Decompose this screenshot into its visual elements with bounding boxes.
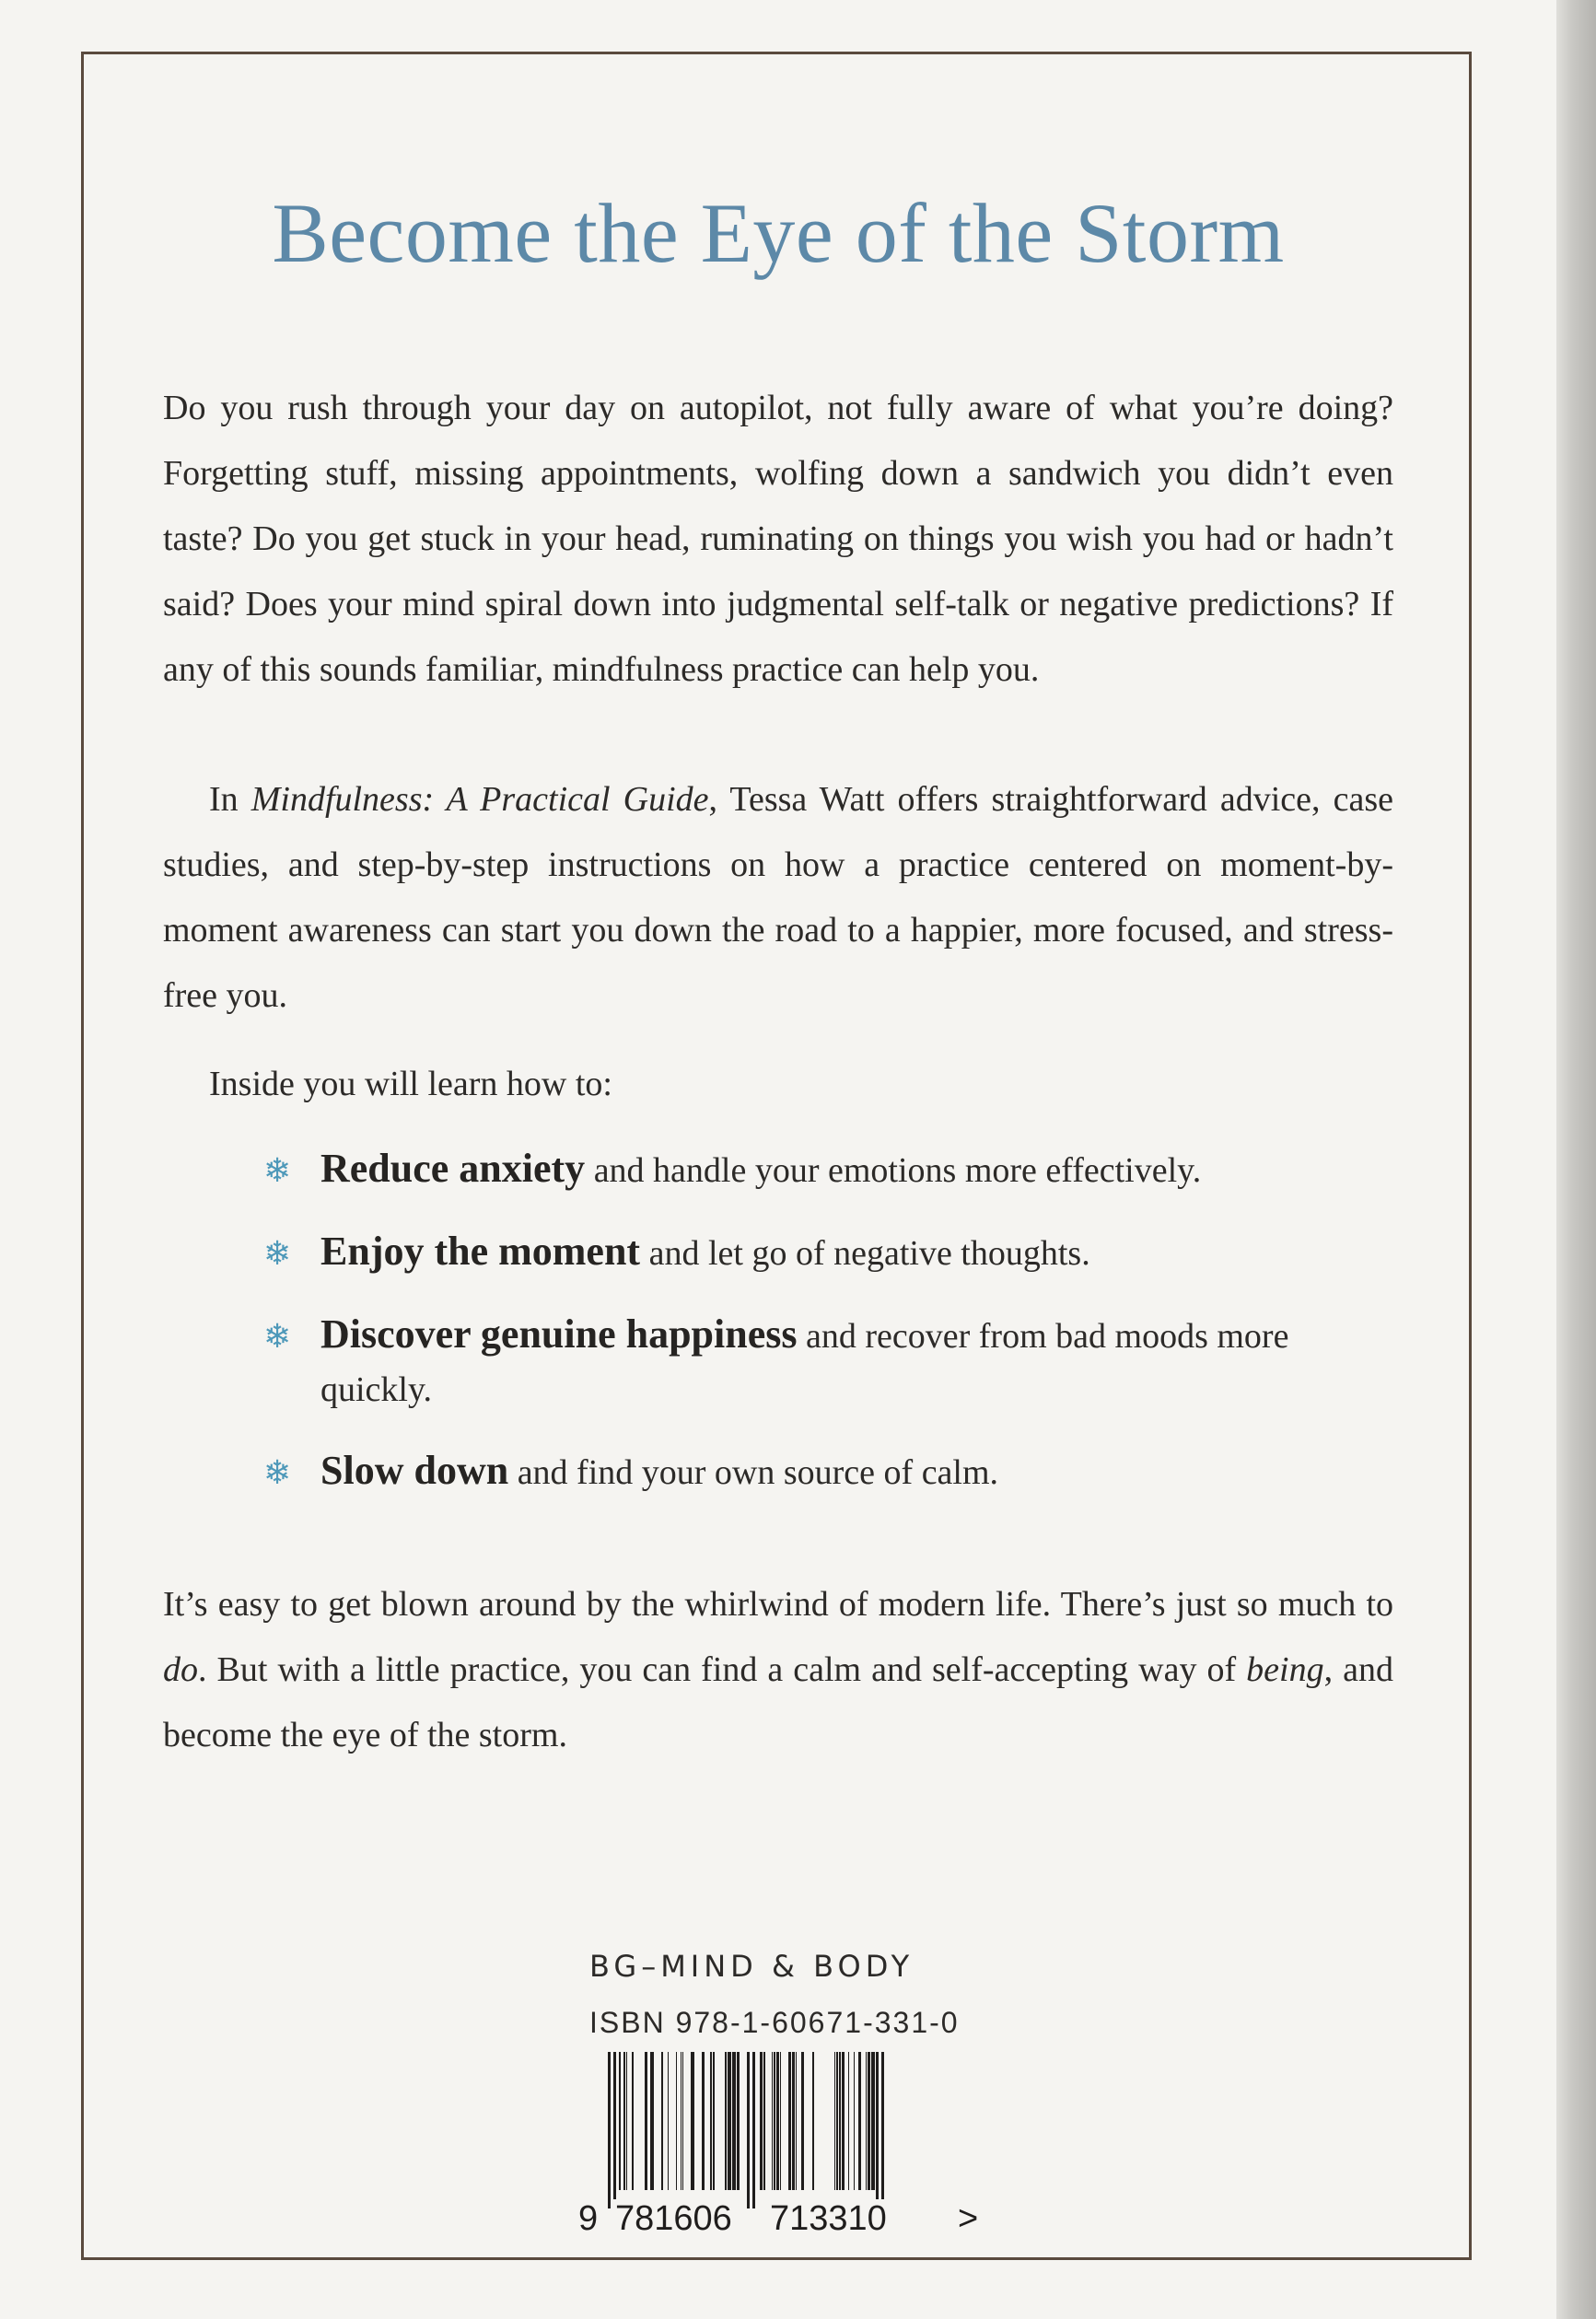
barcode-bar <box>842 2052 845 2190</box>
paragraph-rest: , Tessa Watt offers straightforward advice, case studies, and step-by-step instructions on how a practice centered on moment-by-moment awareness can start you down the road to a happier, more focused, and stress-free you. <box>163 780 1393 1015</box>
barcode-arrow: > <box>954 2199 982 2239</box>
barcode-bar <box>608 2052 611 2208</box>
bullet-bold: Reduce anxiety <box>320 1146 586 1191</box>
snowflake-icon: ❄ <box>263 1318 292 1355</box>
bullet-text: and recover from bad moods more quickly. <box>320 1317 1289 1409</box>
barcode-bars <box>575 2052 998 2208</box>
spine-edge <box>1556 0 1596 2319</box>
intro-paragraph: Do you rush through your day on autopilot, not fully aware of what you’re doing? Forgetting stuff, missing appointments, wolfing down a sandwich you didn’t even taste? Do you get stuck in your head, ruminating on things you wish you had or hadn’t said? Does your mind spiral down into judgmental self-talk or negative predictions? If any of this sounds familiar, mindfulness practice can help you. <box>163 389 1393 689</box>
list-item <box>263 1142 1369 1197</box>
barcode-bar <box>613 2052 616 2208</box>
barcode-bar <box>774 2052 775 2190</box>
category-label: BG–MIND & BODY <box>589 1949 914 1984</box>
barcode-bar <box>728 2052 731 2190</box>
barcode-bar <box>858 2052 861 2190</box>
barcode <box>575 2052 998 2236</box>
bullet-bold: Slow down <box>320 1448 509 1493</box>
isbn-label: ISBN 978-1-60671-331-0 <box>589 2006 960 2039</box>
barcode-bar <box>792 2052 795 2190</box>
barcode-bar <box>836 2052 838 2190</box>
bullet-text: and handle your emotions more effectively. <box>585 1151 1202 1190</box>
snowflake-icon: ❄ <box>263 1454 292 1491</box>
barcode-bar <box>760 2052 763 2190</box>
barcode-bar <box>839 2052 841 2190</box>
bullet-text: and find your own source of calm. <box>508 1453 999 1492</box>
barcode-bar <box>668 2052 669 2190</box>
list-item <box>263 1225 1369 1280</box>
list-item <box>263 1444 1369 1499</box>
barcode-bar <box>868 2052 870 2190</box>
learn-intro <box>163 1052 1393 1117</box>
cover-title: Become the Eye of the Storm <box>272 186 1285 280</box>
barcode-bar <box>876 2052 879 2208</box>
barcode-bar <box>796 2052 797 2190</box>
bullet-bold: Enjoy the moment <box>320 1229 641 1274</box>
barcode-bar <box>871 2052 875 2190</box>
barcode-bar <box>788 2052 791 2190</box>
barcode-bar <box>626 2052 627 2190</box>
closing-part: . But with a little practice, you can find a calm and self-accepting way of <box>198 1650 1247 1689</box>
snowflake-icon: ❄ <box>263 1152 292 1189</box>
barcode-bar <box>691 2052 694 2190</box>
barcode-bar <box>645 2052 647 2190</box>
barcode-bar <box>866 2052 867 2190</box>
closing-emphasis: being <box>1246 1650 1324 1689</box>
barcode-bar <box>632 2052 634 2190</box>
barcode-bar <box>801 2052 804 2190</box>
bullet-text: and let go of negative thoughts. <box>640 1234 1090 1273</box>
barcode-bar <box>732 2052 736 2190</box>
barcode-bar <box>772 2052 773 2190</box>
list-item <box>263 1308 1369 1416</box>
barcode-bar <box>737 2052 740 2190</box>
barcode-bar <box>682 2052 683 2190</box>
bullet-bold: Discover genuine happiness <box>320 1311 798 1357</box>
learn-intro-text: Inside you will learn how to: <box>209 1065 612 1103</box>
barcode-bar <box>776 2052 779 2190</box>
barcode-bar <box>619 2052 621 2190</box>
barcode-bar <box>812 2052 814 2190</box>
barcode-group-2: 713310 <box>766 2199 891 2239</box>
barcode-bar <box>713 2052 715 2190</box>
barcode-bar <box>763 2052 765 2190</box>
barcode-bar <box>623 2052 625 2190</box>
barcode-bar <box>725 2052 727 2190</box>
closing-part: It’s easy to get blown around by the whirlwind of modern life. There’s just so much to <box>163 1585 1393 1624</box>
barcode-bar <box>834 2052 835 2190</box>
barcode-bar <box>650 2052 654 2190</box>
closing-part: , and become the eye of the storm. <box>163 1650 1393 1754</box>
barcode-digits <box>575 2199 998 2240</box>
barcode-bar <box>747 2052 750 2208</box>
barcode-bar <box>854 2052 855 2190</box>
barcode-bar <box>848 2052 849 2190</box>
barcode-bar <box>702 2052 705 2190</box>
closing-emphasis: do <box>163 1650 198 1689</box>
barcode-first-digit: 9 <box>575 2199 601 2239</box>
barcode-bar <box>681 2052 682 2190</box>
barcode-group-1: 781606 <box>612 2199 736 2239</box>
barcode-bar <box>676 2052 677 2190</box>
snowflake-icon: ❄ <box>263 1235 292 1272</box>
book-title: Mindfulness: A Practical Guide <box>250 780 709 819</box>
barcode-bar <box>752 2052 755 2208</box>
closing-paragraph <box>163 1572 1393 1768</box>
barcode-bar <box>661 2052 663 2190</box>
barcode-bar <box>881 2052 884 2208</box>
paragraph-lead: In <box>209 780 251 819</box>
benefits-list <box>263 1142 1369 1527</box>
barcode-bar <box>780 2052 781 2190</box>
barcode-bar <box>710 2052 712 2190</box>
description-paragraph <box>163 767 1393 1029</box>
